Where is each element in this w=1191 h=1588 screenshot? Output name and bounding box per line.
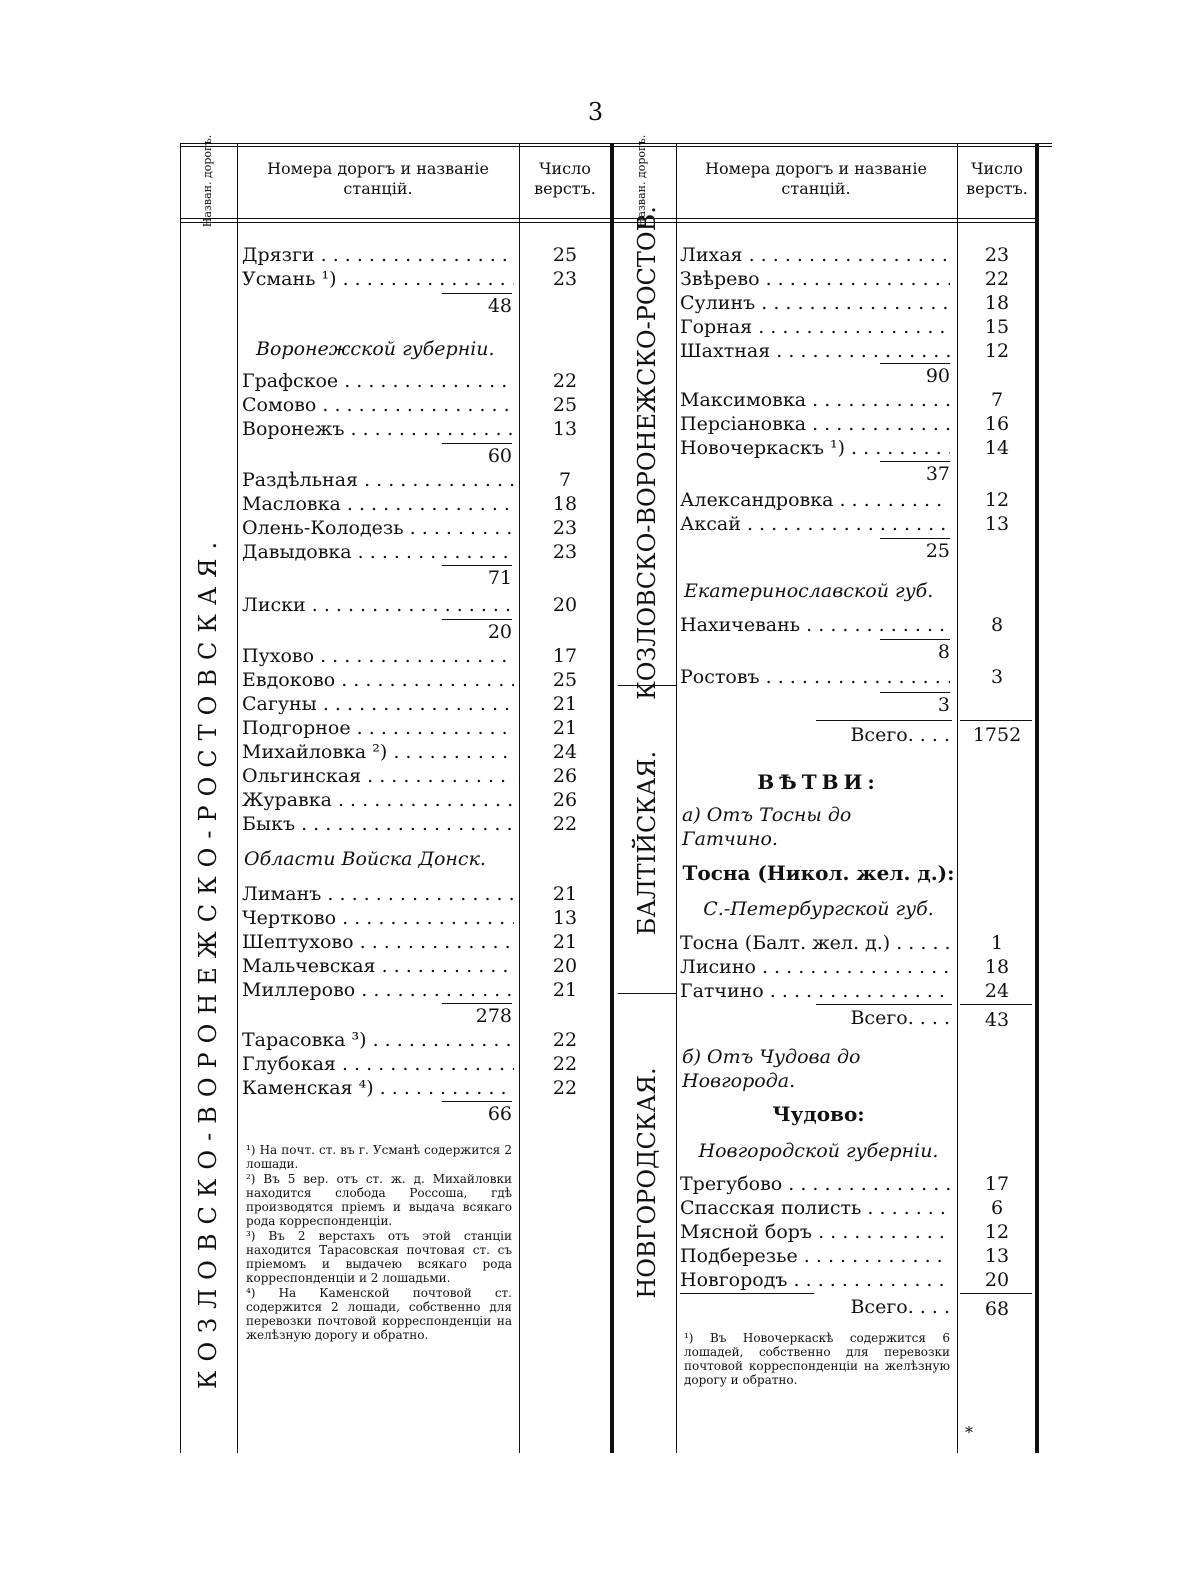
station-row	[242, 493, 578, 516]
station-versts: 7	[558, 469, 572, 491]
station-name: Дрязги . . .	[242, 244, 514, 267]
left-region-2: Области Войска Донск.	[244, 848, 486, 870]
station-name: Евдоково . . .	[242, 669, 514, 692]
station-name: Ольгинская . . .	[242, 765, 514, 788]
station-row	[242, 907, 578, 930]
station-row	[680, 666, 1004, 689]
station-row	[680, 932, 1004, 955]
station-versts: 25	[552, 394, 578, 416]
station-versts: 12	[984, 1221, 1010, 1243]
station-versts: 21	[552, 979, 578, 1001]
station-versts: 20	[552, 594, 578, 616]
station-row	[680, 1269, 1010, 1292]
right-total-3: 68	[984, 1298, 1010, 1320]
station-versts: 8	[990, 614, 1004, 636]
right-subtotal-4: 8	[880, 639, 950, 664]
station-name: Масловка . . .	[242, 493, 514, 516]
station-versts: 25	[552, 669, 578, 691]
station-name: Лихая . . .	[680, 244, 950, 267]
station-versts: 21	[552, 717, 578, 739]
station-versts: 26	[552, 765, 578, 787]
station-versts: 6	[990, 1197, 1004, 1219]
station-name: Михайловка ²) . . .	[242, 741, 514, 764]
left-subtotal-2: 60	[442, 443, 512, 468]
station-row	[242, 1077, 578, 1100]
station-row	[242, 517, 578, 540]
left-subtotal-3: 71	[442, 565, 512, 590]
station-name: Новгородъ . . .	[680, 1269, 950, 1292]
station-versts: 17	[984, 1173, 1010, 1195]
station-name: Подгорное . . .	[242, 717, 514, 740]
header-versts-left: Число верстъ.	[534, 159, 596, 198]
station-name: Каменская ⁴) . . .	[242, 1077, 514, 1100]
station-name: Сагуны . . .	[242, 693, 514, 716]
station-row	[680, 292, 1010, 315]
station-name: Глубокая . . .	[242, 1053, 514, 1076]
station-versts: 18	[984, 292, 1010, 314]
station-row	[680, 1173, 1010, 1196]
station-name: Шахтная . . .	[680, 340, 950, 363]
right-total-2: 43	[984, 1009, 1010, 1031]
station-name: Пухово . . .	[242, 645, 514, 668]
right-subtotal-3: 25	[880, 538, 950, 563]
header-road-right: Назван. дорогъ.	[635, 134, 648, 228]
page-number: 3	[587, 98, 604, 126]
footnote-3: ³) Въ 2 верстахъ отъ этой станціи находится Тарасовская почтовая ст. съ пріемомъ и выдачею всякаго рода корреспонденціи и 2 лошадьми.	[246, 1229, 512, 1285]
station-versts: 24	[552, 741, 578, 763]
station-versts: 13	[552, 907, 578, 929]
right-total-1-label: Всего. . . .	[850, 724, 950, 746]
footnote-4: ⁴) На Каменской почтовой ст. содержится 2 лошади, собственно для перевозки почтовой корреспонденціи на желѣзную дорогу и обратно.	[246, 1286, 512, 1342]
station-name: Александровка . . .	[680, 489, 950, 512]
right-subtotal-2: 37	[880, 461, 950, 486]
station-versts: 20	[552, 955, 578, 977]
station-versts: 20	[984, 1269, 1010, 1291]
station-row	[680, 244, 1010, 267]
station-row	[242, 765, 578, 788]
station-versts: 17	[552, 645, 578, 667]
tosna-heading: Тосна (Никол. жел. д.):	[682, 861, 955, 885]
road-name-right-3: НОВГОРОДСКАЯ.	[633, 1067, 661, 1299]
station-row	[242, 268, 578, 291]
station-row	[242, 741, 578, 764]
station-versts: 21	[552, 883, 578, 905]
station-name: Мясной боръ . . .	[680, 1221, 950, 1244]
header-stations-right: Номера дорогъ и названіе станцій.	[705, 159, 927, 198]
station-row	[680, 956, 1010, 979]
station-row	[242, 669, 578, 692]
station-row	[242, 813, 578, 836]
station-row	[242, 931, 578, 954]
station-row	[242, 717, 578, 740]
station-versts: 23	[984, 244, 1010, 266]
station-versts: 25	[552, 244, 578, 266]
station-name: Тарасовка ³) . . .	[242, 1029, 514, 1052]
station-versts: 12	[984, 340, 1010, 362]
footnote-1: ¹) На почт. ст. въ г. Усманѣ содержится 2 лошади.	[246, 1143, 512, 1171]
station-versts: 13	[552, 418, 578, 440]
station-row	[242, 469, 572, 492]
station-name: Максимовка . . .	[680, 389, 950, 412]
station-row	[242, 394, 578, 417]
right-total-2-label: Всего. . . .	[850, 1007, 950, 1029]
right-total-3-label: Всего. . . .	[850, 1296, 950, 1318]
station-row	[242, 789, 578, 812]
station-versts: 22	[984, 268, 1010, 290]
station-row	[680, 389, 1004, 412]
header-road-left: Назван. дорогъ.	[201, 134, 214, 228]
station-row	[242, 1029, 578, 1052]
station-versts: 18	[552, 493, 578, 515]
station-table	[180, 134, 1052, 1453]
station-row	[680, 413, 1010, 436]
station-versts: 3	[990, 666, 1004, 688]
right-region-3: Новгородской губерніи.	[698, 1140, 939, 1162]
station-row	[680, 1245, 1010, 1268]
station-versts: 23	[552, 268, 578, 290]
station-name: Графское . . .	[242, 370, 514, 393]
station-row	[680, 1197, 1004, 1220]
left-subtotal-6: 278	[442, 1003, 512, 1028]
station-name: Олень-Колодезь . . .	[242, 517, 514, 540]
station-versts: 12	[984, 489, 1010, 511]
station-name: Давыдовка . . .	[242, 541, 514, 564]
right-subtotal-5: 3	[880, 692, 950, 717]
station-row	[242, 594, 578, 617]
station-name: Шептухово . . .	[242, 931, 514, 954]
station-row	[680, 1221, 1010, 1244]
station-versts: 13	[984, 1245, 1010, 1267]
station-name: Лиманъ . . .	[242, 883, 514, 906]
station-row	[242, 244, 578, 267]
header-versts-right: Число верстъ.	[966, 159, 1028, 198]
station-name: Новочеркаскъ ¹) . . .	[680, 437, 950, 460]
station-name: Лиски . . .	[242, 594, 514, 617]
road-name-right-1: КОЗЛОВСКО-ВОРОНЕЖСКО-РОСТОВ.	[633, 206, 661, 700]
left-subtotal-7: 66	[442, 1101, 512, 1126]
station-name: Раздѣльная . . .	[242, 469, 514, 492]
station-name: Тосна (Балт. жел. д.) . . .	[680, 932, 950, 955]
road-name-right-2: БАЛТІЙСКАЯ.	[633, 750, 661, 936]
station-versts: 24	[984, 980, 1010, 1002]
station-name: Лисино . . .	[680, 956, 950, 979]
station-versts: 18	[984, 956, 1010, 978]
station-row	[242, 955, 578, 978]
station-name: Усмань ¹) . . .	[242, 268, 514, 291]
station-versts: 23	[552, 517, 578, 539]
station-versts: 16	[984, 413, 1010, 435]
branch-b: б) Отъ Чудова до Новгорода.	[682, 1046, 861, 1092]
station-name: Сомово . . .	[242, 394, 514, 417]
header-stations-left: Номера дорогъ и названіе станцій.	[267, 159, 489, 198]
station-versts: 22	[552, 1077, 578, 1099]
station-name: Горная . . .	[680, 316, 950, 339]
station-name: Гатчино . . .	[680, 980, 950, 1003]
station-row	[242, 645, 578, 668]
station-row	[680, 614, 1004, 637]
station-name: Быкъ . . .	[242, 813, 514, 836]
station-name: Трегубово . . .	[680, 1173, 950, 1196]
station-versts: 1	[990, 932, 1004, 954]
station-row	[242, 979, 578, 1002]
station-name: Нахичевань . . .	[680, 614, 950, 637]
station-versts: 21	[552, 693, 578, 715]
station-row	[242, 370, 578, 393]
station-name: Подберезье . . .	[680, 1245, 950, 1268]
station-row	[680, 513, 1010, 536]
branches-title: ВѢТВИ:	[757, 770, 880, 794]
station-row	[242, 418, 578, 441]
station-versts: 26	[552, 789, 578, 811]
right-region-2: С.-Петербургской губ.	[703, 898, 934, 920]
left-footnotes	[246, 1143, 512, 1343]
station-name: Персіановка . . .	[680, 413, 950, 436]
right-footnote: ¹) Въ Новочеркаскѣ содержится 6 лошадей, собственно для перевозки почтовой корреспонденціи на желѣзную дорогу и обратно.	[684, 1331, 950, 1387]
station-name: Спасская полисть . . .	[680, 1197, 950, 1220]
station-versts: 21	[552, 931, 578, 953]
station-name: Сулинъ . . .	[680, 292, 950, 315]
station-versts: 14	[984, 437, 1010, 459]
station-versts: 22	[552, 1053, 578, 1075]
station-row	[242, 541, 578, 564]
left-subtotal-4: 20	[442, 619, 512, 644]
branch-a: а) Отъ Тосны до Гатчино.	[682, 804, 852, 850]
station-row	[242, 883, 578, 906]
station-name: Миллерово . . .	[242, 979, 514, 1002]
footnote-2: ²) Въ 5 вер. отъ ст. ж. д. Михайловки находится слобода Россоша, гдѣ производятся пріемъ и выдача всякаго рода корреспонденціи.	[246, 1172, 512, 1228]
station-versts: 22	[552, 1029, 578, 1051]
station-name: Мальчевская . . .	[242, 955, 514, 978]
station-row	[680, 316, 1010, 339]
station-row	[680, 340, 1010, 363]
station-name: Воронежъ . . .	[242, 418, 514, 441]
station-name: Аксай . . .	[680, 513, 950, 536]
station-name: Звѣрево . . .	[680, 268, 950, 291]
station-row	[680, 268, 1010, 291]
station-versts: 13	[984, 513, 1010, 535]
station-row	[680, 980, 1010, 1003]
station-versts: 15	[984, 316, 1010, 338]
road-name-left: КОЗЛОВСКО-ВОРОНЕЖСКО-РОСТОВСКАЯ.	[194, 532, 222, 1390]
star-mark: *	[965, 1423, 973, 1442]
station-name: Чертково . . .	[242, 907, 514, 930]
station-name: Ростовъ . . .	[680, 666, 950, 689]
station-versts: 23	[552, 541, 578, 563]
station-versts: 22	[552, 370, 578, 392]
left-subtotal-1: 48	[442, 293, 512, 318]
right-total-1: 1752	[972, 724, 1022, 746]
right-subtotal-1: 90	[880, 363, 950, 388]
station-row	[680, 489, 1010, 512]
station-row	[242, 1053, 578, 1076]
chudovo-heading: Чудово:	[772, 1102, 865, 1126]
station-row	[680, 437, 1010, 460]
station-versts: 22	[552, 813, 578, 835]
station-name: Журавка . . .	[242, 789, 514, 812]
left-region-1: Воронежской губерніи.	[256, 338, 495, 360]
station-row	[242, 693, 578, 716]
top-rule	[180, 143, 1052, 147]
station-versts: 7	[990, 389, 1004, 411]
right-region-1: Екатеринославской губ.	[684, 580, 934, 602]
